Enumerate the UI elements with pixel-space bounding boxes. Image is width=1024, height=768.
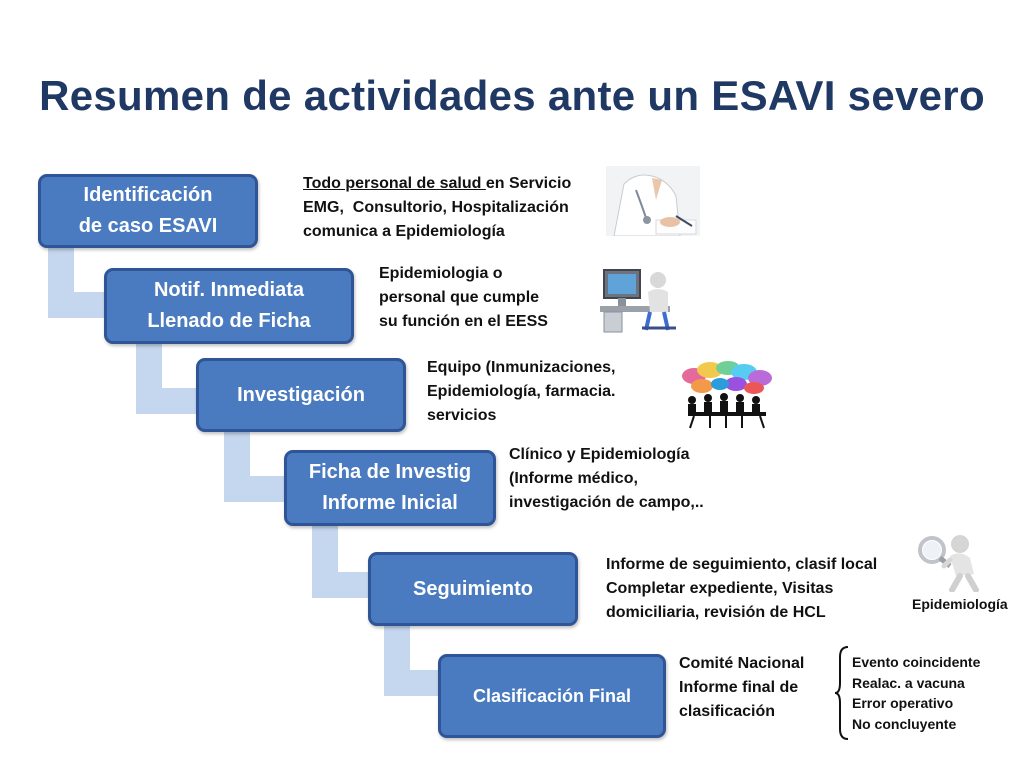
outcome-item: Evento coincidente <box>852 654 981 670</box>
description-5 <box>606 553 877 625</box>
description-1-rest: en Servicio <box>485 175 572 192</box>
connector-3-horizontal <box>224 476 288 502</box>
description-3-line3: servicios <box>427 407 497 424</box>
step-4-line2: Informe Inicial <box>322 492 458 514</box>
outcomes-list <box>852 652 980 734</box>
connector-4-horizontal <box>312 572 372 598</box>
description-1 <box>303 172 571 244</box>
step-3-line1: Investigación <box>237 383 365 406</box>
connector-1-horizontal <box>48 292 108 318</box>
step-identificacion <box>38 174 258 248</box>
description-4 <box>509 443 704 515</box>
step-seguimiento <box>368 552 578 626</box>
description-5-line2: Completar expediente, Visitas <box>606 580 834 597</box>
step-4-line1: Ficha de Investig <box>308 461 472 483</box>
description-6 <box>679 652 804 724</box>
step-ficha-investig <box>284 450 496 526</box>
description-4-line2: (Informe médico, <box>509 470 638 487</box>
step-1-line2: de caso ESAVI <box>78 215 218 237</box>
epidemiologia-label: Epidemiología <box>912 596 1008 612</box>
description-3-line1: Equipo (Inmunizaciones, <box>427 359 616 376</box>
description-5-line1: Informe de seguimiento, clasif local <box>606 556 878 573</box>
description-1-underlined: Todo personal de salud <box>303 175 486 192</box>
connector-5-horizontal <box>384 670 442 696</box>
step-2-line2: Llenado de Ficha <box>147 310 311 332</box>
outcome-item: No concluyente <box>852 715 957 732</box>
description-6-line1: Comité Nacional <box>679 655 805 672</box>
description-2 <box>379 262 548 334</box>
step-investigacion <box>196 358 406 432</box>
description-6-line3: clasificación <box>679 703 776 720</box>
step-1-line1: Identificación <box>83 184 213 206</box>
description-3-line2: Epidemiología, farmacia. <box>427 383 616 400</box>
brace-icon <box>834 645 850 741</box>
description-2-line2: personal que cumple <box>379 289 540 306</box>
page-title: Resumen de actividades ante un ESAVI severo <box>39 72 985 119</box>
description-5-line3: domiciliaria, revisión de HCL <box>606 604 826 621</box>
step-2-line1: Notif. Inmediata <box>153 279 304 301</box>
description-1-line2: EMG, Consultorio, Hospitalización <box>303 199 569 216</box>
description-2-line3: su función en el EESS <box>379 313 548 330</box>
description-2-line1: Epidemiologia o <box>379 265 503 282</box>
step-6-line1: Clasificación Final <box>472 685 632 706</box>
outcome-item: Error operativo <box>852 695 954 711</box>
outcome-item: Realac. a vacuna <box>852 674 965 691</box>
description-4-line1: Clínico y Epidemiología <box>509 446 690 463</box>
person-at-computer-icon <box>598 264 682 336</box>
description-1-line3: comunica a Epidemiología <box>303 223 505 240</box>
team-meeting-icon <box>680 360 776 430</box>
connector-2-horizontal <box>136 388 200 414</box>
description-4-line3: investigación de campo,.. <box>509 494 704 511</box>
description-6-line2: Informe final de <box>679 679 799 696</box>
step-5-line1: Seguimiento <box>412 577 533 600</box>
magnifier-figure-icon <box>916 530 986 592</box>
doctor-writing-icon <box>606 166 700 236</box>
step-notificacion <box>104 268 354 344</box>
description-3 <box>427 356 616 428</box>
step-clasificacion-final <box>438 654 666 738</box>
